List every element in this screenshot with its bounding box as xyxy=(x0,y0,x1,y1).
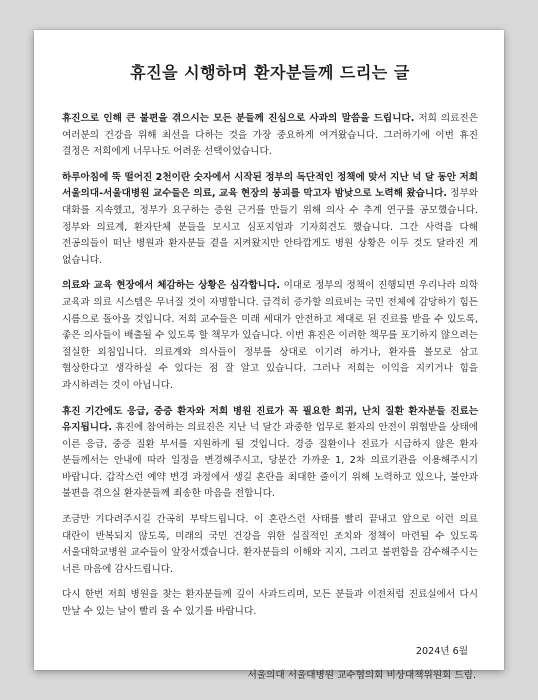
paragraph-apology xyxy=(62,111,478,161)
paragraph-text: 조금만 기다려주시길 간곡히 부탁드립니다. 이 혼란스런 사태를 빨리 끝내고 앞으로 이런 의료 대란이 반복되지 않도록, 미래의 국민 건강을 위한 실질적인 조치와 정책이 마련될 수 있도록 서울대학교병원 교수들이 앞장서겠습니다. 환자분들의 이해와 지지, 그리고 불편함을 감수해주시는 너른 마음에 감사드립니다. xyxy=(62,514,478,575)
letter-date: 2024년 6월 xyxy=(415,645,468,657)
paragraph-care-maintained xyxy=(62,404,478,504)
paragraph-text: 정부와 대화를 지속했고, 정부가 요구하는 증원 근거를 만들기 위해 의사 수 추계 연구를 공모했습니다. 정부와 의료계, 환자단체 분들을 모시고 심포지엄과 기자회견도 했습니다. 그간 사력을 다해 전공의들이 떠난 병원과 환자분들 곁을 지켜왔지만 안타깝게도 병원 상황은 이두 것도 달라진 게 없습니다. xyxy=(62,188,478,266)
paragraph-text: 휴진에 참여하는 의료진은 지난 넉 달간 과중한 업무로 환자의 안전이 위협받을 상태에 이른 응급, 중증 질환 부서를 지원하게 될 것입니다. 경증 질환이나 진료가 시급하지 않은 환자 분들께서는 안내에 따라 일정을 변경해주시고, 당분간 가까운 1, 2차 의료기관을 이용해주시기 바랍니다. 갑작스런 예약 변경 과정에서 생길 혼란을 최대한 줄이기 위해 노력하고 있으나, 불안과 불편을 겪으실 환자분들께 죄송한 마음을 전합니다. xyxy=(62,422,478,500)
paragraph-efforts xyxy=(62,170,478,270)
paragraph-text: 이대로 정부의 정책이 진행되면 우리나라 의학 교육과 의료 시스템은 무너질 것이 자명합니다. 급격히 증가할 의료비는 국민 전체에 감당하기 힘든 시름으로 돌아올 것입니다. 저희 교수들은 미래 세대가 안전하고 제대로 된 진료를 받을 수 있도록, 좋은 의사들이 배출될 수 있도록 할 책무가 있습니다. 이번 휴진은 이러한 책무를 포기하지 않으려는 절실한 외침입니다. 의료계와 의사들이 정부를 상대로 이기려 하거나, 환자를 볼모로 삼고 협상한다고 생각하실 수 있다는 점 잘 알고 있습니다. 그러나 저희는 이익을 지키거나 힘을 과시하려는 것이 아닙니다. xyxy=(62,280,478,391)
paragraph-request xyxy=(62,512,478,578)
paragraph-bold: 휴진으로 인해 큰 불편을 겪으시는 모든 분들께 진심으로 사과의 말씀을 드립니다. xyxy=(62,113,415,124)
letter-paper xyxy=(34,30,504,681)
paragraph-closing xyxy=(62,587,478,620)
paragraph-text: 다시 한번 저희 병원을 찾는 환자분들께 깊이 사과드리며, 모든 분들과 이전처럼 진료실에서 다시 만날 수 있는 날이 빨리 올 수 있기를 바랍니다. xyxy=(62,589,478,618)
letter-signature: 서울의대 서울대병원 교수협의회 비상대책위원회 드림. xyxy=(247,669,476,681)
paragraph-situation xyxy=(62,278,478,394)
paragraph-bold: 의료와 교육 현장에서 체감하는 상황은 심각합니다. xyxy=(62,280,280,292)
paragraph-bold: 휴진 기간에도 응급, 중증 환자와 저희 병원 진료가 꼭 필요한 희귀, 난치 질환 환자분들 진료는 유지됩니다. xyxy=(62,405,478,434)
paragraph-text: 저희 의료진은 여러분의 건강을 위해 최선을 다하는 것을 가장 중요하게 여겨왔습니다. 그러하기에 이번 휴진 결정은 저희에게 너무나도 어려운 선택이었습니다. xyxy=(62,113,478,158)
letter-title: 휴진을 시행하며 환자분들께 드리는 글 xyxy=(130,63,410,82)
paragraph-bold: 하루아침에 뚝 떨어진 2천이란 숫자에서 시작된 정부의 독단적인 정책에 맞서 지난 넉 달 동안 저희 서울의대-서울대병원 교수들은 의료, 교육 현장의 붕괴를 막고자 밤낮으로 노력해 왔습니다. xyxy=(62,171,478,200)
